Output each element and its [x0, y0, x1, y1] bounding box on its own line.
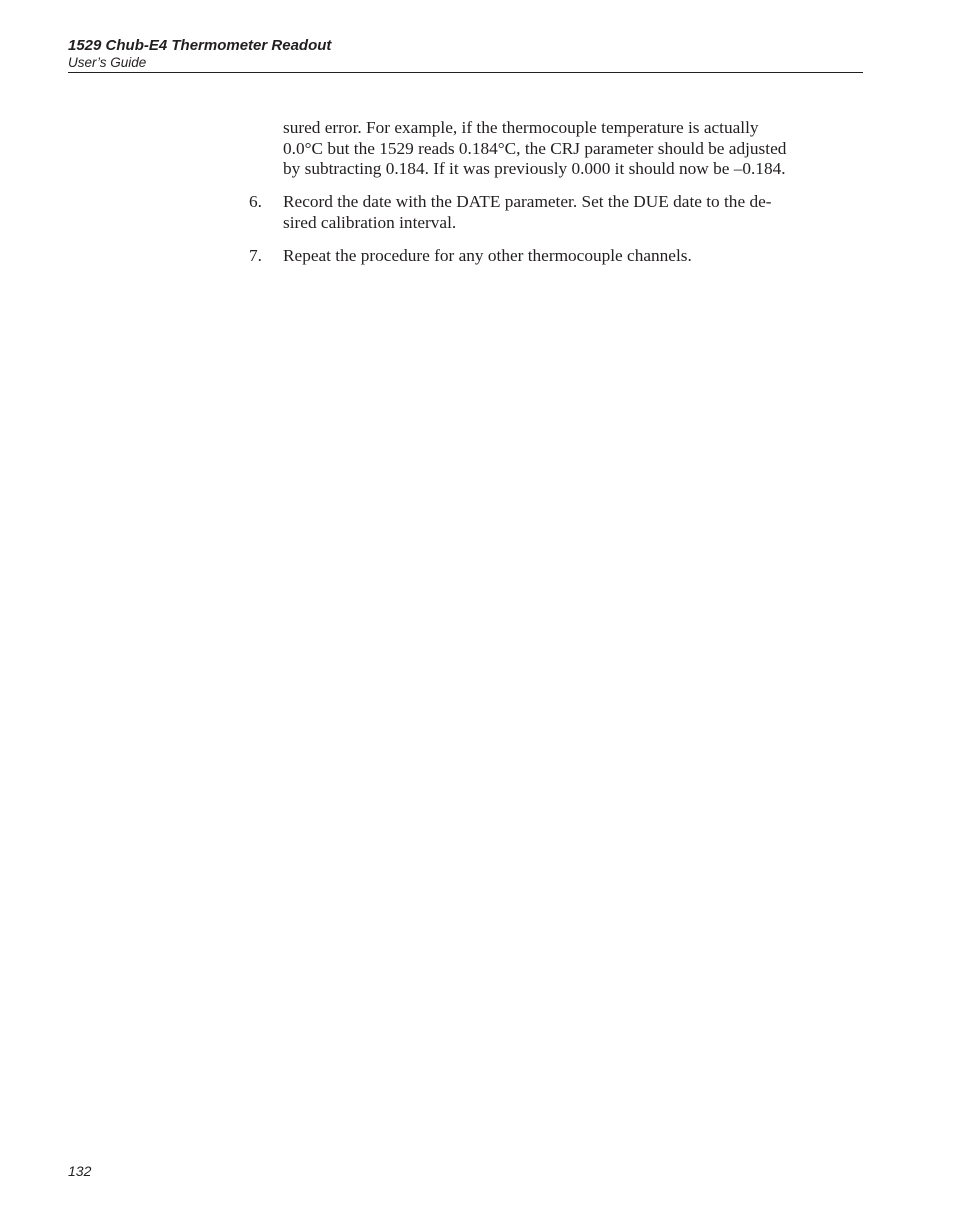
list-item-step-7 [249, 246, 849, 267]
step-line: Record the date with the DATE parameter. Set the DUE date to the de- [283, 192, 772, 212]
list-item-step-6 [249, 192, 849, 233]
header-subtitle: User’s Guide [68, 55, 147, 70]
paragraph-line: 0.0°C but the 1529 reads 0.184°C, the CRJ parameter should be adjusted [283, 138, 787, 158]
paragraph-line: sured error. For example, if the thermocouple temperature is actually [283, 118, 759, 137]
step-line: sired calibration interval. [283, 212, 457, 232]
step-line: Repeat the procedure for any other thermocouple channels. [283, 245, 692, 265]
step-number: 7. [249, 245, 262, 265]
step-number: 6. [249, 192, 262, 212]
step-text [283, 192, 849, 233]
step-text [283, 246, 849, 267]
page-number: 132 [68, 1163, 92, 1179]
paragraph-line: by subtracting 0.184. If it was previously 0.000 it should now be –0.184. [283, 159, 786, 179]
body-text [249, 118, 849, 278]
header-title: 1529 Chub-E4 Thermometer Readout [68, 37, 332, 54]
running-header [68, 37, 863, 73]
continued-paragraph [283, 118, 849, 180]
